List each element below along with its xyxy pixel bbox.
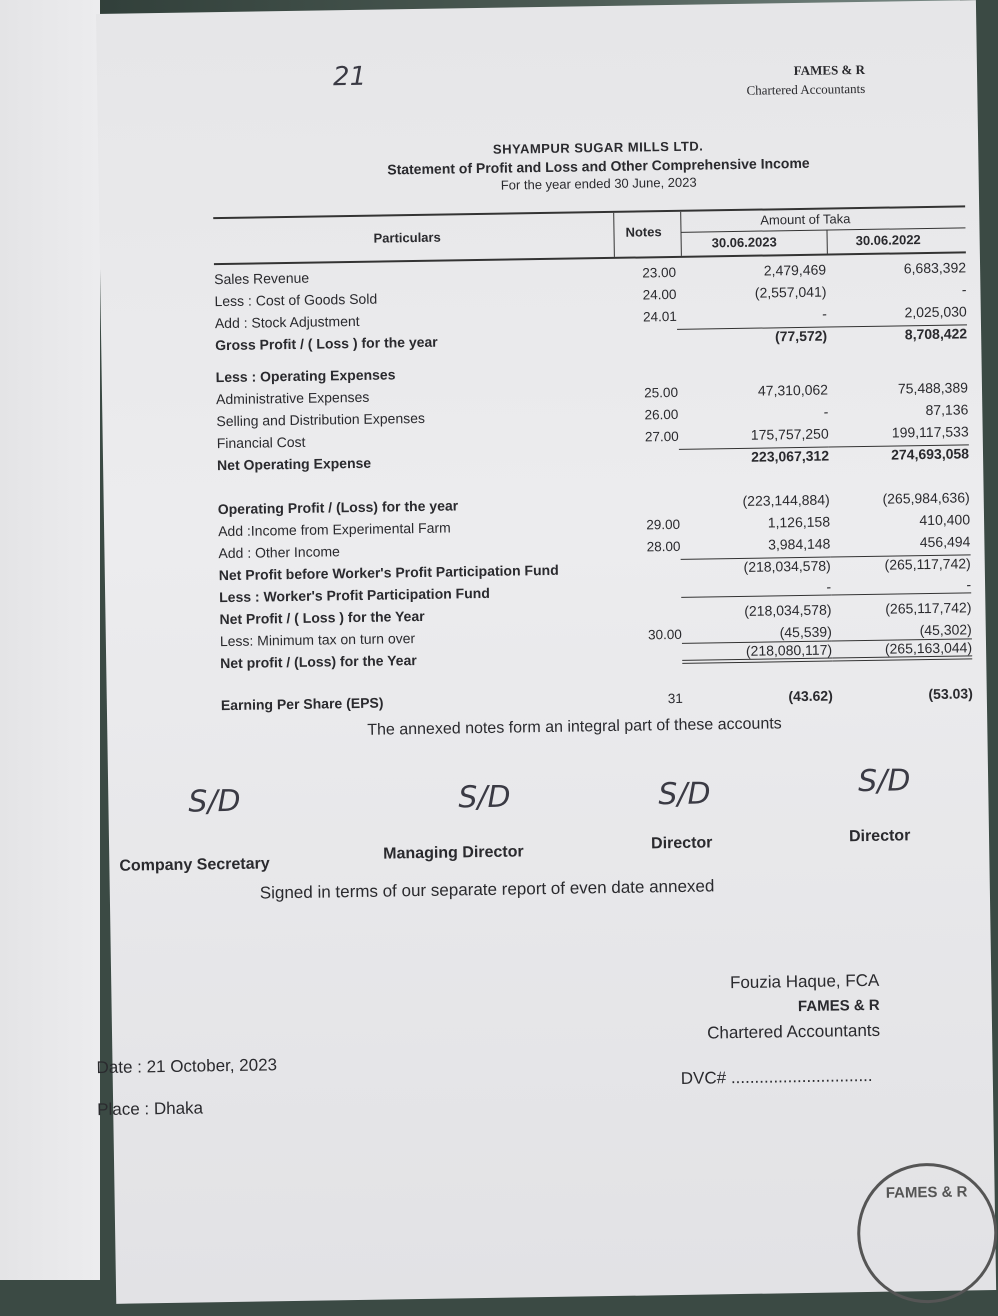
row-note	[618, 510, 680, 511]
row-value-2022: 456,494	[919, 533, 971, 551]
row-value-2023: -	[821, 305, 827, 322]
row-label: Less : Cost of Goods Sold	[214, 290, 378, 310]
row-label: Less : Worker's Profit Participation Fund	[219, 584, 490, 606]
firm-name: FAMES & R	[793, 61, 866, 79]
row-label: Earning Per Share (EPS)	[220, 694, 384, 714]
row-note: 29.00	[646, 516, 681, 533]
header-notes: Notes	[625, 224, 662, 240]
row-value-2022: 410,400	[919, 511, 971, 529]
row-label: Add :Income from Experimental Farm	[218, 519, 451, 540]
row-value-2023: 3,984,148	[767, 535, 831, 553]
firm-subtitle: Chartered Accountants	[746, 80, 866, 98]
row-label: Net profit / (Loss) for the Year	[220, 652, 417, 672]
row-value-2022: 87,136	[925, 401, 969, 419]
row-value-2023: (223,144,884)	[742, 491, 830, 509]
row-label: Add : Stock Adjustment	[214, 312, 360, 332]
row-label: Net Operating Expense	[216, 454, 372, 474]
row-value-2023: (218,034,578)	[744, 601, 832, 619]
row-label: Add : Other Income	[218, 543, 341, 562]
row-note	[620, 620, 682, 621]
row-value-2022: (265,117,742)	[885, 599, 972, 617]
row-label: Sales Revenue	[214, 269, 310, 288]
row-note: 27.00	[644, 428, 679, 445]
row-value-2023: 47,310,062	[757, 381, 829, 399]
header-col-2022: 30.06.2022	[855, 232, 921, 249]
row-note	[616, 378, 678, 379]
row-label: Financial Cost	[216, 433, 306, 452]
statement-title: Statement of Profit and Loss and Other Comprehensive Income	[387, 154, 810, 178]
row-value-2023: 175,757,250	[750, 425, 829, 443]
row-value-2023: (77,572)	[677, 327, 827, 346]
row-value-2022: (45,302)	[919, 621, 972, 639]
row-note	[617, 466, 679, 467]
row-value-2023: 1,126,158	[767, 513, 831, 531]
stamp-text: FAMES & R	[885, 1183, 968, 1202]
row-label: Less : Operating Expenses	[215, 366, 396, 386]
auditor-firm: FAMES & R	[797, 996, 880, 1016]
row-note: 24.00	[642, 286, 677, 303]
date: Date : 21 October, 2023	[96, 1055, 278, 1078]
table-row	[221, 681, 973, 713]
role-director-2: Director	[848, 827, 911, 846]
document-page	[96, 0, 996, 1304]
row-note	[619, 576, 681, 577]
table-body	[214, 255, 973, 713]
row-label: Operating Profit / (Loss) for the year	[217, 497, 459, 518]
row-note	[620, 664, 682, 665]
row-value-2023: 223,067,312	[679, 447, 829, 466]
row-value-2022: 6,683,392	[903, 259, 967, 277]
row-value-2022: 8,708,422	[827, 324, 967, 343]
page-number: 21	[332, 61, 367, 93]
row-value-2023: (2,557,041)	[754, 283, 827, 301]
row-label: Less: Minimum tax on turn over	[219, 630, 416, 650]
signature-managing-director: S/D	[458, 779, 511, 816]
header-amount: Amount of Taka	[760, 211, 851, 228]
signature-director-2: S/D	[857, 763, 911, 800]
row-value-2023: (45,539)	[779, 623, 832, 641]
row-value-2023: (43.62)	[788, 687, 833, 705]
row-value-2022: 199,117,533	[891, 423, 969, 441]
row-value-2023: 2,479,469	[763, 261, 827, 279]
auditor-name: Fouzia Haque, FCA	[729, 970, 880, 993]
row-value-2022: (265,163,044)	[832, 638, 972, 661]
auditor-title: Chartered Accountants	[706, 1020, 881, 1043]
auditor-block	[706, 968, 880, 1046]
row-value-2022: (265,984,636)	[882, 489, 970, 507]
row-label: Net Profit / ( Loss ) for the Year	[219, 607, 425, 628]
signature-company-secretary: S/D	[188, 783, 241, 820]
row-value-2022: 75,488,389	[897, 379, 969, 397]
annex-note: The annexed notes form an integral part of these accounts	[367, 715, 782, 739]
row-label: Net Profit before Worker's Profit Participation Fund	[218, 561, 559, 584]
row-value-2022: (265,117,742)	[831, 554, 971, 573]
signed-note: Signed in terms of our separate report of even date annexed	[259, 876, 715, 903]
row-value-2022: -	[961, 281, 967, 298]
row-value-2022: 2,025,030	[904, 303, 967, 321]
row-label: Selling and Distribution Expenses	[216, 409, 426, 430]
row-value-2023: -	[681, 579, 831, 598]
place: Place : Dhaka	[97, 1098, 204, 1120]
row-note: 25.00	[644, 384, 679, 401]
row-label: Gross Profit / ( Loss ) for the year	[215, 333, 438, 354]
role-company-secretary: Company Secretary	[119, 855, 270, 875]
paper-edge	[0, 0, 100, 1280]
row-note: 31	[667, 690, 683, 707]
row-value-2022: (53.03)	[928, 685, 973, 703]
firm-header	[746, 60, 865, 100]
row-value-2023: (218,034,578)	[681, 557, 831, 576]
row-label: Administrative Expenses	[215, 388, 370, 408]
signature-director-1: S/D	[658, 776, 711, 813]
row-value-2022: -	[831, 576, 971, 595]
row-note	[615, 346, 677, 347]
statement-heading	[328, 135, 869, 197]
company-name: SHYAMPUR SUGAR MILLS LTD.	[492, 138, 704, 157]
auditor-stamp	[856, 1162, 998, 1304]
row-note: 30.00	[647, 626, 682, 643]
profit-loss-table	[213, 205, 973, 713]
role-director-1: Director	[650, 834, 713, 853]
dvc-field: DVC# ..............................	[680, 1065, 873, 1088]
row-note: 24.01	[642, 308, 677, 325]
row-value-2022: 274,693,058	[829, 444, 969, 463]
row-note: 28.00	[646, 538, 681, 555]
row-value-2023: -	[823, 403, 829, 420]
header-col-2023: 30.06.2023	[711, 234, 777, 251]
row-note: 23.00	[642, 264, 677, 281]
row-note: 26.00	[644, 406, 679, 423]
period: For the year ended 30 June, 2023	[500, 174, 697, 193]
header-particulars: Particulars	[373, 229, 441, 246]
row-value-2023: (218,080,117)	[682, 641, 832, 664]
role-managing-director: Managing Director	[383, 843, 524, 863]
row-note	[619, 598, 681, 599]
